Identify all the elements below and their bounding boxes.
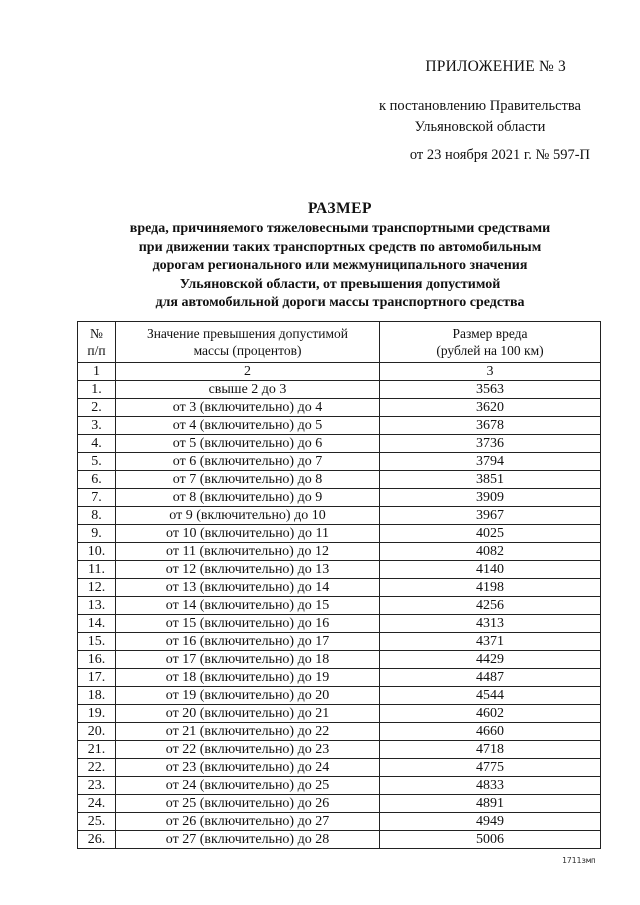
table-row [78,381,601,399]
table-cell: от 21 (включительно) до 22 [116,723,380,741]
subtitle-line: при движении таких транспортных средств по автомобильным [138,239,542,255]
table-cell: 4602 [380,705,601,723]
table-row [78,705,601,723]
table-cell: 3678 [380,417,601,435]
subtitle-line: дорогам регионального или межмуниципального значения [152,258,528,273]
table-cell: 23. [78,777,116,795]
column-index-row [78,363,601,381]
table-cell: 4660 [380,723,601,741]
table-cell: 3851 [380,471,601,489]
table-cell: 2. [78,399,116,417]
decree-reference-line: Ульяновской области [414,119,546,135]
table-cell: 26. [78,831,116,849]
table-row [78,687,601,705]
table-cell: от 8 (включительно) до 9 [116,489,380,507]
table-row [78,561,601,579]
table-cell: 6. [78,471,116,489]
subtitle-line: для автомобильной дороги массы транспортного средства [155,295,525,310]
table-cell: 3620 [380,399,601,417]
table-cell: 5006 [380,831,601,849]
footer-stamp: 1711змп [562,856,596,865]
table-cell: 8. [78,507,116,525]
table-row [78,543,601,561]
table-cell: 5. [78,453,116,471]
table-row [78,651,601,669]
table-cell: от 25 (включительно) до 26 [116,795,380,813]
table-cell: 4891 [380,795,601,813]
table-row [78,741,601,759]
header-line: (рублей на 100 км) [436,343,544,358]
table-cell: от 17 (включительно) до 18 [116,651,380,669]
table-cell: 4082 [380,543,601,561]
table-cell: от 16 (включительно) до 17 [116,633,380,651]
table-cell: 4487 [380,669,601,687]
table-cell: 4429 [380,651,601,669]
decree-reference-line: к постановлению Правительства [379,98,581,114]
table-row [78,597,601,615]
table-cell: 10. [78,543,116,561]
table-cell: от 6 (включительно) до 7 [116,453,380,471]
table-cell: 4. [78,435,116,453]
table-cell: от 23 (включительно) до 24 [116,759,380,777]
document-title: РАЗМЕР [308,200,372,217]
table-row [78,471,601,489]
table-cell: 4313 [380,615,601,633]
decree-reference [360,96,600,138]
table-cell: от 20 (включительно) до 21 [116,705,380,723]
document-subtitle [62,220,618,313]
table-cell: 1. [78,381,116,399]
table-row [78,669,601,687]
table-cell: от 18 (включительно) до 19 [116,669,380,687]
table-row [78,579,601,597]
table-cell: 20. [78,723,116,741]
damage-rate-table [77,321,601,849]
header-line: массы (процентов) [193,343,302,358]
table-cell: 4371 [380,633,601,651]
table-cell: 19. [78,705,116,723]
table-row [78,777,601,795]
table-cell: 3563 [380,381,601,399]
table-row [78,435,601,453]
table-cell: от 22 (включительно) до 23 [116,741,380,759]
table-cell: от 11 (включительно) до 12 [116,543,380,561]
table-row [78,399,601,417]
table-cell: 12. [78,579,116,597]
table-cell: 3 [380,363,601,381]
table-cell: 14. [78,615,116,633]
table-cell: от 4 (включительно) до 5 [116,417,380,435]
table-cell: 4718 [380,741,601,759]
subtitle-line: Ульяновской области, от превышения допустимой [179,276,501,292]
table-cell: 11. [78,561,116,579]
table-cell: 13. [78,597,116,615]
table-cell: от 19 (включительно) до 20 [116,687,380,705]
subtitle-line: вреда, причиняемого тяжеловесными транспортными средствами [129,221,551,236]
header-line: п/п [87,343,106,358]
table-row [78,723,601,741]
table-cell: от 3 (включительно) до 4 [116,399,380,417]
table-cell: 3909 [380,489,601,507]
table-cell: от 15 (включительно) до 16 [116,615,380,633]
table-cell: 4544 [380,687,601,705]
table-cell: 3967 [380,507,601,525]
table-cell: 3794 [380,453,601,471]
table-cell: свыше 2 до 3 [116,381,380,399]
header-line: Значение превышения допустимой [146,326,349,341]
table-cell: 3736 [380,435,601,453]
table-cell: 9. [78,525,116,543]
table-row [78,489,601,507]
header-excess-value [116,322,380,363]
table-cell: от 7 (включительно) до 8 [116,471,380,489]
table-row [78,633,601,651]
table-cell: 24. [78,795,116,813]
header-line: № [90,326,103,341]
table-cell: 17. [78,669,116,687]
table-cell: 18. [78,687,116,705]
table-cell: от 13 (включительно) до 14 [116,579,380,597]
table-header-row [78,322,601,363]
table-cell: 4140 [380,561,601,579]
table-cell: от 26 (включительно) до 27 [116,813,380,831]
table-row [78,813,601,831]
header-damage-amount [380,322,601,363]
table-cell: 15. [78,633,116,651]
table-cell: 1 [78,363,116,381]
table-row [78,453,601,471]
table-cell: 4949 [380,813,601,831]
table-cell: 7. [78,489,116,507]
table-cell: 2 [116,363,380,381]
header-number [78,322,116,363]
table-cell: 25. [78,813,116,831]
table-cell: от 5 (включительно) до 6 [116,435,380,453]
table-cell: от 27 (включительно) до 28 [116,831,380,849]
table-cell: 4025 [380,525,601,543]
table-row [78,795,601,813]
table-row [78,417,601,435]
table-cell: от 12 (включительно) до 13 [116,561,380,579]
table-cell: 22. [78,759,116,777]
table-cell: от 14 (включительно) до 15 [116,597,380,615]
table-cell: 4833 [380,777,601,795]
table-cell: 4775 [380,759,601,777]
header-line: Размер вреда [452,326,528,341]
appendix-heading: ПРИЛОЖЕНИЕ № 3 [425,58,566,75]
table-cell: 16. [78,651,116,669]
table-row [78,831,601,849]
table-row [78,507,601,525]
table-cell: от 10 (включительно) до 11 [116,525,380,543]
table-cell: от 9 (включительно) до 10 [116,507,380,525]
table-row [78,525,601,543]
table-cell: от 24 (включительно) до 25 [116,777,380,795]
decree-date-number: от 23 ноября 2021 г. № 597-П [409,147,590,163]
table-cell: 4198 [380,579,601,597]
table-row [78,759,601,777]
table-row [78,615,601,633]
table-cell: 21. [78,741,116,759]
table-cell: 4256 [380,597,601,615]
table-cell: 3. [78,417,116,435]
